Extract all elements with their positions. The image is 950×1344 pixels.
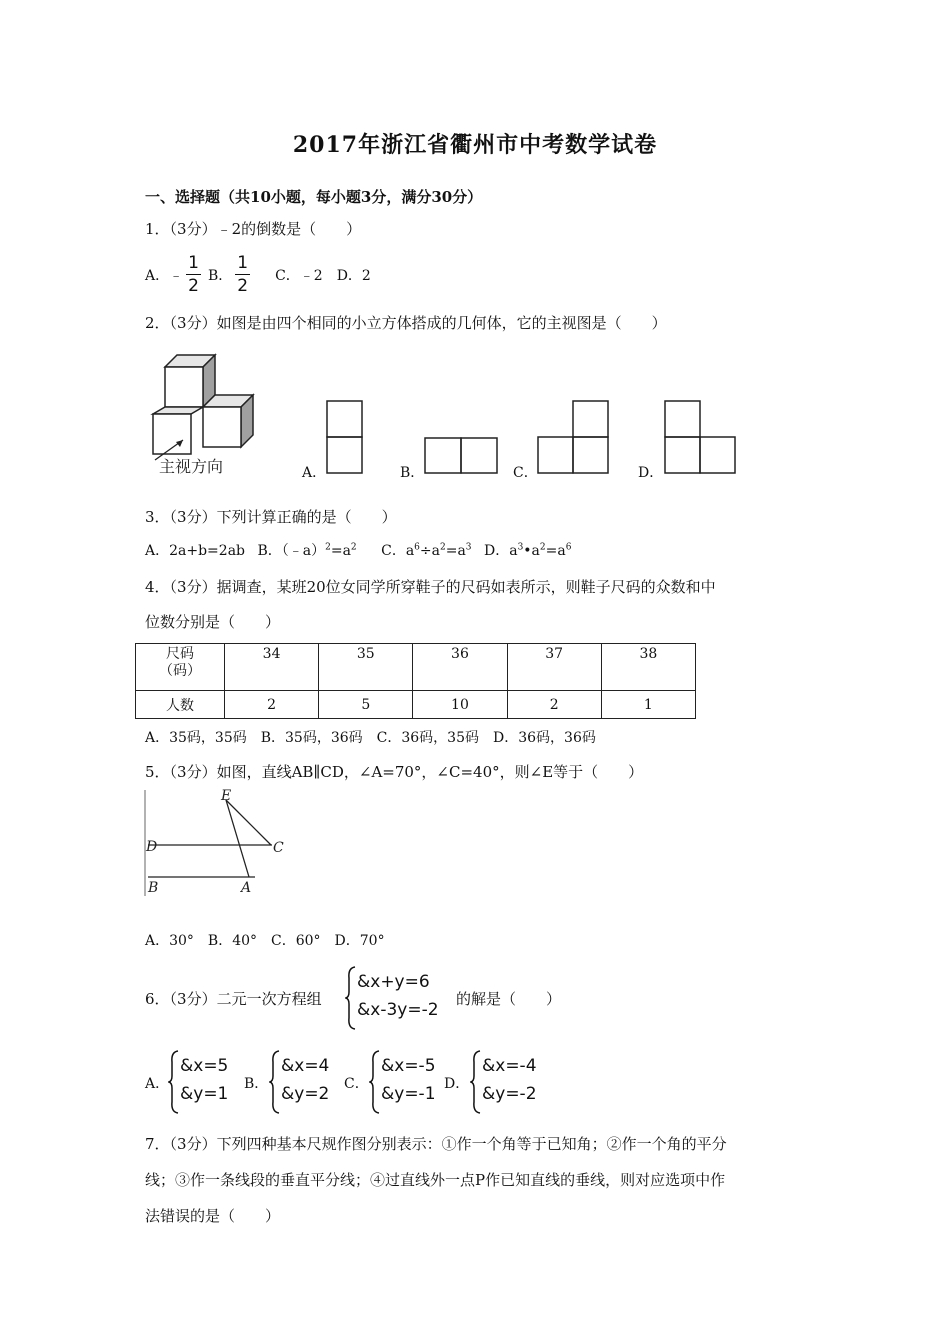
q6-b-line-1: &x=4 (281, 1056, 330, 1076)
table-cell: 2 (507, 691, 601, 719)
q1-option-d: D．2 (336, 267, 371, 284)
q5-stem: 5．（3分）如图，直线AB∥CD，∠A=70°，∠C=40°，则∠E等于（ ） (145, 763, 644, 781)
q1-option-a-label: A． (145, 267, 170, 284)
q7-line-1: 7．（3分）下列四种基本尺规作图分别表示：①作一个角等于已知角；②作一个角的平分 (145, 1135, 727, 1153)
q4-options: A．35码，35码 B．35码，36码 C．36码，35码 D．36码，36码 (145, 730, 596, 746)
table-cell: 10 (413, 691, 507, 719)
q3-c-div: ÷a (419, 543, 440, 559)
q6-a-line-2: &y=1 (180, 1084, 229, 1104)
brace-icon (470, 1050, 482, 1114)
size-unit-label: （码） (159, 663, 201, 679)
q2-option-c-figure (537, 400, 611, 475)
table-cell: 35 (319, 644, 413, 691)
q2-option-b-figure (424, 437, 498, 475)
q3-b-exp: 2 (325, 542, 331, 553)
q3-options (145, 540, 571, 560)
fraction-denominator: 2 (237, 276, 249, 296)
brace-icon (168, 1050, 180, 1114)
q6-option-b-system (269, 1050, 344, 1114)
q3-d-eq: =a (545, 543, 566, 559)
fraction-denominator: 2 (188, 276, 199, 296)
q3-d-exp3: 6 (565, 542, 572, 553)
table-cell: 2 (225, 691, 319, 719)
q1-option-a-sign: ﹣ (169, 267, 184, 284)
q6-stem-post: 的解是（ ） (456, 990, 562, 1008)
q2-stem: 2．（3分）如图是由四个相同的小立方体搭成的几何体，它的主视图是（ ） (145, 314, 667, 332)
table-header-cell (136, 644, 225, 691)
q6-a-line-1: &x=5 (180, 1056, 229, 1076)
point-d-label: D (146, 839, 158, 855)
view-direction-label: 主视方向 (159, 457, 224, 476)
q3-stem: 3．（3分）下列计算正确的是（ ） (145, 508, 397, 526)
q6-option-c-system (369, 1050, 449, 1114)
brace-icon (269, 1050, 281, 1114)
q3-c-exp1: 6 (414, 542, 420, 553)
brace-icon (345, 966, 357, 1030)
q5-options: A．30° B．40° C．60° D．70° (145, 933, 385, 949)
table-header-cell: 人数 (136, 691, 225, 719)
q3-option-c (381, 543, 471, 559)
table-cell: 34 (225, 644, 319, 691)
q4-stem-line2: 位数分别是（ ） (145, 613, 281, 631)
table-cell: 37 (507, 644, 601, 691)
q2-option-a-label: A． (302, 465, 327, 481)
q7-line-3: 法错误的是（ ） (145, 1207, 281, 1225)
q3-d-text: D．a (483, 543, 518, 559)
q6-stem-pre: 6．（3分）二元一次方程组 (145, 990, 322, 1008)
table-row (136, 644, 696, 691)
point-a-label: A (241, 880, 252, 896)
q3-b-exp2: 2 (350, 542, 357, 553)
fraction-numerator: 1 (188, 253, 199, 273)
q6-equation-system (345, 966, 455, 1030)
q3-d-exp1: 3 (517, 542, 524, 553)
table-cell: 1 (601, 691, 695, 719)
fraction-numerator: 1 (237, 253, 249, 273)
q3-c-eq: =a (445, 543, 466, 559)
q6-c-line-1: &x=-5 (381, 1056, 436, 1076)
q6-option-d-system (470, 1050, 555, 1114)
point-b-label: B (148, 880, 159, 896)
q3-b-text: B．（﹣a） (257, 543, 326, 559)
q5-parallel-lines-figure (140, 788, 300, 898)
q6-option-a-system (168, 1050, 243, 1114)
q4-stem-line1: 4．（3分）据调查，某班20位女同学所穿鞋子的尺码如表所示，则鞋子尺码的众数和中 (145, 578, 716, 596)
point-e-label: E (221, 788, 232, 804)
q3-d-exp2: 2 (539, 542, 546, 553)
q6-option-a-label: A． (145, 1076, 170, 1092)
q1-option-c: C．﹣2 (275, 267, 323, 284)
q3-c-text: C．a (381, 543, 415, 559)
table-row (136, 691, 696, 719)
q1-option-b-fraction (235, 254, 250, 295)
q6-equation-1: &x+y=6 (357, 972, 430, 992)
q1-option-b-label: B． (207, 267, 233, 284)
q3-d-mul: •a (523, 543, 540, 559)
q2-cube-figure (145, 352, 265, 480)
q7-line-2: 线；③作一条线段的垂直平分线；④过直线外一点P作已知直线的垂线，则对应选项中作 (145, 1171, 726, 1189)
q6-option-d-label: D． (444, 1076, 470, 1092)
q1-stem: 1．（3分）﹣2的倒数是（ ） (145, 220, 362, 238)
q3-option-b (257, 543, 356, 559)
shoe-size-table (135, 643, 696, 719)
q2-option-c-label: C． (513, 465, 538, 481)
page-title: 2017年浙江省衢州市中考数学试卷 (292, 132, 658, 158)
q6-option-b-label: B． (244, 1076, 269, 1092)
q1-option-a-fraction (186, 254, 201, 295)
q2-option-d-figure (664, 400, 738, 475)
point-c-label: C (273, 840, 284, 856)
q3-option-a: A．2a+b=2ab (145, 543, 246, 559)
q1-options (145, 254, 371, 295)
q6-d-line-1: &x=-4 (482, 1056, 537, 1076)
q2-option-b-label: B． (400, 465, 425, 481)
q6-d-line-2: &y=-2 (482, 1084, 537, 1104)
brace-icon (369, 1050, 381, 1114)
table-cell: 36 (413, 644, 507, 691)
q6-equation-2: &x-3y=-2 (357, 1000, 439, 1020)
q3-b-eq: =a (330, 543, 351, 559)
q3-c-exp2: 2 (439, 542, 446, 553)
section-heading: 一、选择题（共10小题，每小题3分，满分30分） (145, 188, 483, 206)
table-cell: 5 (319, 691, 413, 719)
q6-c-line-2: &y=-1 (381, 1084, 436, 1104)
table-cell: 38 (601, 644, 695, 691)
q2-option-a-figure (326, 400, 364, 475)
size-label: 尺码 (166, 646, 194, 662)
q2-option-d-label: D． (638, 465, 664, 481)
q3-c-exp3: 3 (465, 542, 472, 553)
q6-b-line-2: &y=2 (281, 1084, 330, 1104)
q3-option-d (484, 543, 571, 559)
q6-option-c-label: C． (344, 1076, 369, 1092)
